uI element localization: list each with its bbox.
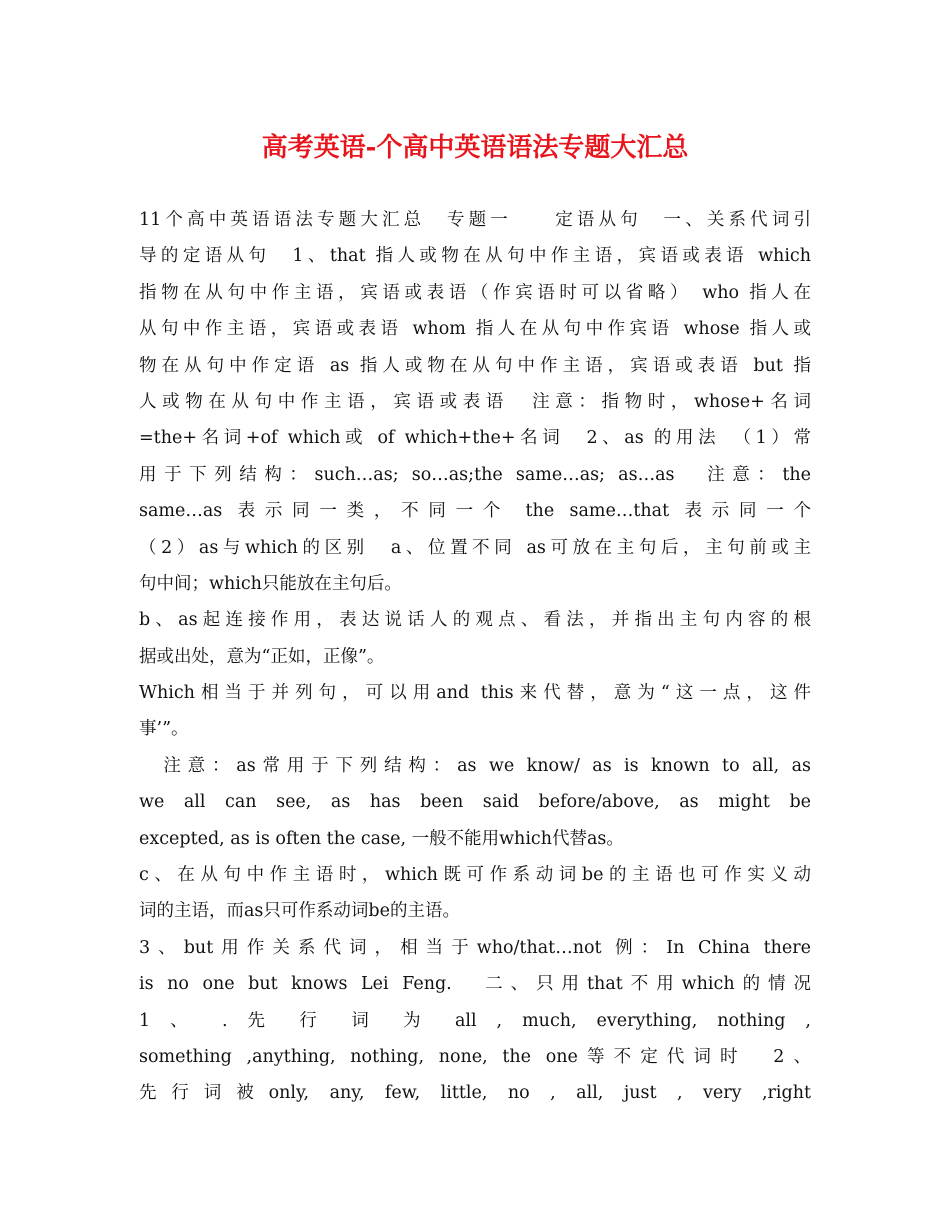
- body-line: excepted, as is often the case, 一般不能用which代替as。: [139, 828, 624, 849]
- body-line: 事’”。: [139, 719, 189, 740]
- body-line: 句中间；which只能放在主句后。: [139, 573, 402, 594]
- body-line: c、在从句中作主语时，which既可作系动词be的主语也可作实义动: [139, 865, 811, 886]
- body-line: b、as起连接作用，表达说话人的观点、看法，并指出主句内容的根: [139, 610, 811, 631]
- body-line: 人或物在从句中作主语，宾语或表语 注意：指物时，whose+名词: [139, 391, 811, 412]
- body-line: 注意：as常用于下列结构：as we know/ as is known to all, as: [139, 755, 811, 776]
- body-line: same…as 表示同一类，不同一个 the same…that 表示同一个: [139, 501, 811, 522]
- body-line: something ,anything, nothing, none, the one等不定代词时 2、: [139, 1046, 811, 1067]
- body-line: 3、but用作关系代词，相当于who/that…not 例：In China there: [139, 937, 811, 958]
- body-line: Which相当于并列句，可以用and this来代替，意为“这一点，这件: [139, 683, 811, 704]
- body-line: 用于下列结构：such…as; so…as;the same…as; as…as 注意：the: [139, 464, 811, 485]
- body-line: 指物在从句中作主语，宾语或表语（作宾语时可以省略） who 指人在: [139, 282, 811, 303]
- body-line: 从句中作主语，宾语或表语 whom 指人在从句中作宾语 whose 指人或: [139, 319, 811, 340]
- document-title: 高考英语-个高中英语语法专题大汇总: [261, 133, 689, 163]
- body-line: =the+名词+of which或 of which+the+名词 2、as 的用法 （1）常: [139, 428, 811, 449]
- body-line: is no one but knows Lei Feng. 二、只用that不用which的情况: [139, 974, 811, 995]
- body-line: 导的定语从句 1、that 指人或物在从句中作主语，宾语或表语 which: [139, 246, 811, 267]
- body-line: 先行词被only, any, few, little, no , all, just , very ,right: [139, 1083, 811, 1104]
- body-line: 1 、 . 先 行 词 为 all , much, everything, nothing ,: [139, 1010, 811, 1031]
- body-line: 据或出处，意为“正如，正像”。: [139, 646, 385, 667]
- document-body: [139, 202, 811, 1112]
- body-line: we all can see, as has been said before/above, as might be: [139, 792, 811, 813]
- body-line: （2）as与which的区别 a、位置不同 as可放在主句后，主句前或主: [139, 537, 811, 558]
- body-line: 词的主语，而as只可作系动词be的主语。: [139, 901, 460, 922]
- body-line: 11个高中英语语法专题大汇总 专题一 定语从句 一、关系代词引: [139, 210, 811, 230]
- body-line: 物在从句中作定语 as 指人或物在从句中作主语，宾语或表语 but 指: [139, 355, 811, 376]
